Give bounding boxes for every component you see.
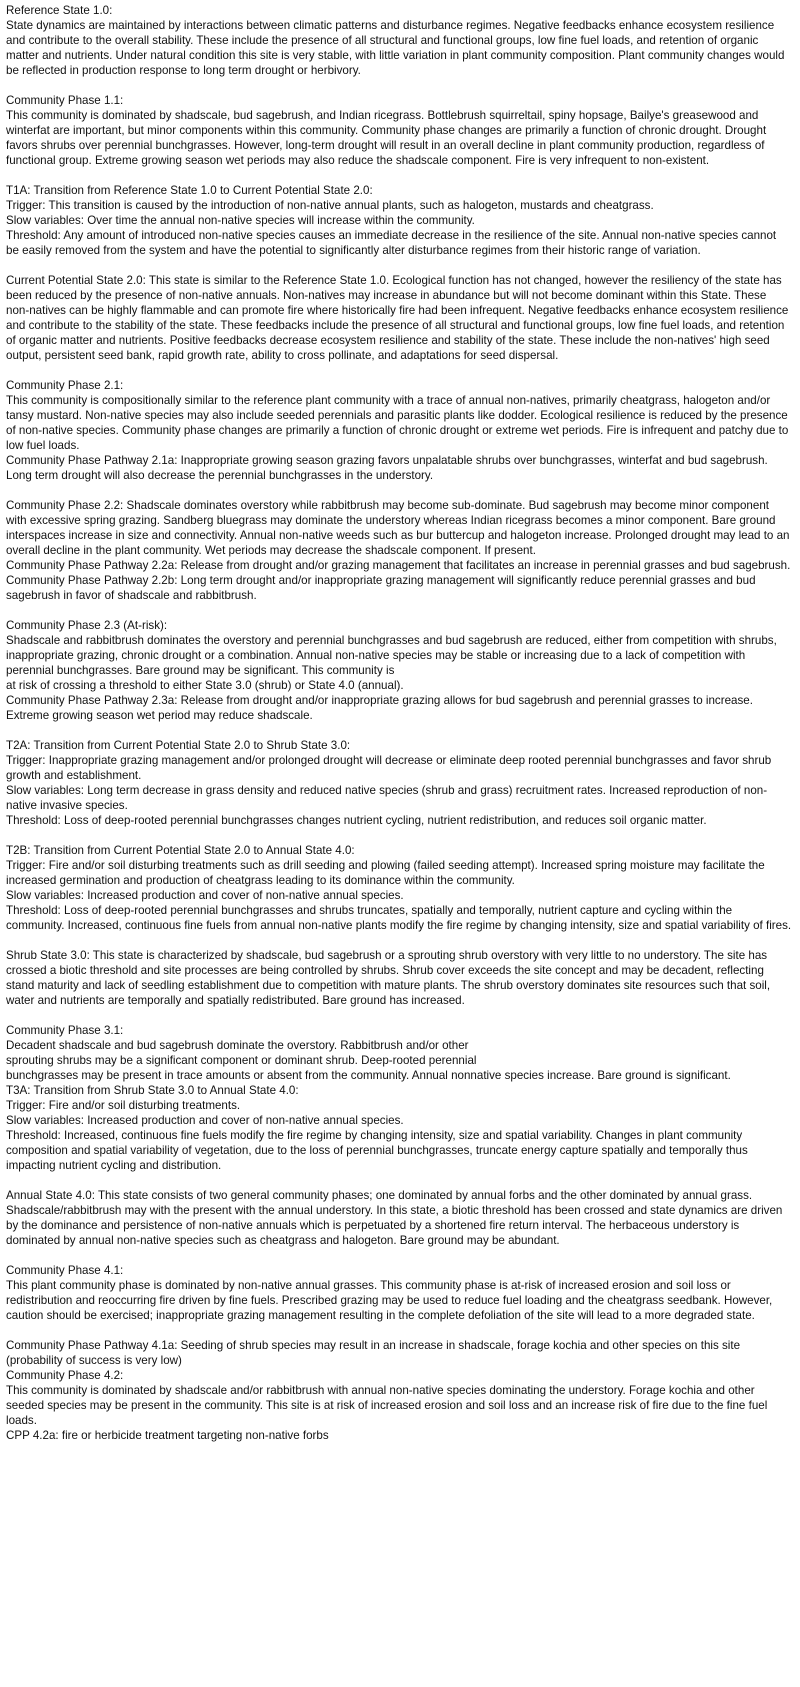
section-heading-line: Community Phase 2.3 (At-risk):	[6, 619, 168, 632]
paragraph-line: This community is compositionally similar to the reference plant community with a trace of annual non-natives, primarily cheatgrass, halogeton and/or tansy mustard. Non-native species may also include seeded perennials and parasitic plants like dodder. Ecological resilience is reduced by the presence of non-native species. Community phase changes are primarily a function of chronic drought or extreme wet periods. Fire is infrequent and patchy due to low fuel loads.	[6, 394, 789, 452]
paragraph-line: T3A: Transition from Shrub State 3.0 to Annual State 4.0:	[6, 1084, 299, 1097]
paragraph-line: Community Phase Pathway 2.3a: Release from drought and/or inappropriate grazing allows for bud sagebrush and perennial grasses to increase. Extreme growing season wet period may reduce shadscale.	[6, 694, 753, 722]
paragraph-line: Community Phase Pathway 2.1a: Inappropriate growing season grazing favors unpalatable shrubs over bunchgrasses, winterfat and bud sagebrush. Long term drought will also decrease the perennial bunchgrasses in the understory.	[6, 454, 768, 482]
section-heading-line: Community Phase Pathway 4.1a: Seeding of shrub species may result in an increase in shadscale, forage kochia and other species on this site (probability of success is very low)	[6, 1339, 741, 1367]
document-section	[6, 378, 792, 483]
section-heading-line: Community Phase 2.1:	[6, 379, 124, 392]
document-section	[6, 618, 792, 723]
paragraph-line: Trigger: This transition is caused by the introduction of non-native annual plants, such as halogeton, mustards and cheatgrass.	[6, 199, 654, 212]
paragraph-line: Trigger: Fire and/or soil disturbing treatments such as drill seeding and plowing (failed seeding attempt). Increased spring moisture may facilitate the increased germination and production of cheatgrass leading to its dominance within the community.	[6, 859, 765, 887]
document-section	[6, 1263, 792, 1323]
document-section	[6, 738, 792, 828]
paragraph-line: Trigger: Inappropriate grazing management and/or prolonged drought will decrease or eliminate deep rooted perennial bunchgrasses and favor shrub growth and establishment.	[6, 754, 772, 782]
document-section	[6, 183, 792, 258]
paragraph-line: Slow variables: Increased production and cover of non-native annual species.	[6, 1114, 404, 1127]
section-heading-line: T2B: Transition from Current Potential State 2.0 to Annual State 4.0:	[6, 844, 355, 857]
paragraph-line: Shadscale and rabbitbrush dominates the overstory and perennial bunchgrasses and bud sagebrush are reduced, either from competition with shrubs, inappropriate grazing, chronic drought or a combination. Annual non-native species may be stable or increasing due to a lack of competition with perennial bunchgrasses. Bare ground may be significant. This community is	[6, 634, 777, 677]
document-section	[6, 93, 792, 168]
paragraph-line: sprouting shrubs may be a significant component or dominant shrub. Deep-rooted perennial	[6, 1054, 477, 1067]
paragraph-line: Community Phase 4.2:	[6, 1369, 124, 1382]
document-section	[6, 843, 792, 933]
paragraph-line: Decadent shadscale and bud sagebrush dominate the overstory. Rabbitbrush and/or other	[6, 1039, 469, 1052]
section-heading-line: Community Phase 1.1:	[6, 94, 124, 107]
paragraph-line: Community Phase Pathway 2.2b: Long term drought and/or inappropriate grazing management will significantly reduce perennial grasses and bud sagebrush in favor of shadscale and rabbitbrush.	[6, 574, 756, 602]
section-heading-line: Shrub State 3.0: This state is characterized by shadscale, bud sagebrush or a sprouting shrub overstory with very little to no understory. The site has crossed a biotic threshold and site processes are being controlled by shrubs. Shrub cover exceeds the site concept and may be decadent, reflecting stand maturity and lack of seedling establishment due to competition with mature plants. The shrub overstory dominates site resources such that soil, water and nutrients are temporally and spatially redistributed. Bare ground has increased.	[6, 949, 771, 1007]
section-heading-line: Community Phase 3.1:	[6, 1024, 124, 1037]
paragraph-line: This plant community phase is dominated by non-native annual grasses. This community phase is at-risk of increased erosion and soil loss or redistribution and reoccurring fire driven by fine fuels. Prescribed grazing may be used to reduce fuel loading and the cheatgrass seedbank. However, caution should be exercised; inappropriate grazing management resulting in the complete defoliation of the site will lead to a more degraded state.	[6, 1279, 773, 1322]
paragraph-line: Trigger: Fire and/or soil disturbing treatments.	[6, 1099, 241, 1112]
paragraph-line: This community is dominated by shadscale and/or rabbitbrush with annual non-native species dominating the understory. Forage kochia and other seeded species may be present in the community. This site is at risk of increased erosion and soil loss and an increase risk of fire due to the fine fuel loads.	[6, 1384, 768, 1427]
document-section	[6, 498, 792, 603]
section-heading-line: Community Phase 2.2: Shadscale dominates overstory while rabbitbrush may become sub-dominate. Bud sagebrush may become minor component with excessive spring grazing. Sandberg bluegrass may dominate the understory whereas Indian ricegrass becomes a minor component. Bare ground interspaces increase in size and connectivity. Annual non-native weeds such as bur buttercup and halogeton increase. Prolonged drought may lead to an overall decline in the plant community. Wet periods may decrease the shadscale component. If present.	[6, 499, 790, 557]
paragraph-line: Community Phase Pathway 2.2a: Release from drought and/or grazing management that facilitates an increase in perennial grasses and bud sagebrush.	[6, 559, 791, 572]
paragraph-line: Threshold: Loss of deep-rooted perennial bunchgrasses changes nutrient cycling, nutrient redistribution, and reduces soil organic matter.	[6, 814, 707, 827]
section-heading-line: T1A: Transition from Reference State 1.0 to Current Potential State 2.0:	[6, 184, 373, 197]
paragraph-line: at risk of crossing a threshold to either State 3.0 (shrub) or State 4.0 (annual).	[6, 679, 404, 692]
document-section	[6, 1338, 792, 1443]
paragraph-line: Threshold: Increased, continuous fine fuels modify the fire regime by changing intensity, size and spatial variability. Changes in plant community composition and spatial variability of vegetation, due to the loss of perennial bunchgrasses, truncate energy capture spatially and temporally thus impacting nutrient cycling and distribution.	[6, 1129, 748, 1172]
paragraph-line: Slow variables: Long term decrease in grass density and reduced native species (shrub and grass) recruitment rates. Increased reproduction of non-native invasive species.	[6, 784, 768, 812]
paragraph-line: bunchgrasses may be present in trace amounts or absent from the community. Annual nonnative species increase. Bare ground is significant.	[6, 1069, 731, 1082]
paragraph-line: CPP 4.2a: fire or herbicide treatment targeting non-native forbs	[6, 1429, 329, 1442]
section-heading-line: Annual State 4.0: This state consists of two general community phases; one dominated by annual forbs and the other dominated by annual grass. Shadscale/rabbitbrush may with the present with the annual understory. In this state, a biotic threshold has been crossed and state dynamics are driven by the dominance and persistence of non-native annuals which is perpetuated by a shortened fire return interval. The herbaceous understory is dominated by annual non-native species such as cheatgrass and halogeton. Bare ground may be abundant.	[6, 1189, 783, 1247]
document-section	[6, 273, 792, 363]
paragraph-line: Slow variables: Increased production and cover of non-native annual species.	[6, 889, 404, 902]
paragraph-line: Slow variables: Over time the annual non-native species will increase within the community.	[6, 214, 475, 227]
section-heading-line: T2A: Transition from Current Potential State 2.0 to Shrub State 3.0:	[6, 739, 351, 752]
document-section	[6, 3, 792, 78]
section-heading-line: Community Phase 4.1:	[6, 1264, 124, 1277]
paragraph-line: State dynamics are maintained by interactions between climatic patterns and disturbance regimes. Negative feedbacks enhance ecosystem resilience and contribute to the overall stability. These include the presence of all structural and functional groups, low fine fuel loads, and retention of organic matter and nutrients. Under natural condition this site is very stable, with little variation in plant community composition. Plant community changes would be reflected in production response to long term drought or herbivory.	[6, 19, 785, 77]
paragraph-line: This community is dominated by shadscale, bud sagebrush, and Indian ricegrass. Bottlebrush squirreltail, spiny hopsage, Bailye's greasewood and winterfat are important, but minor components within this community. Community phase changes are primarily a function of chronic drought. Drought favors shrubs over perennial bunchgrasses. However, long-term drought will result in an overall decline in plant community production, regardless of functional group. Extreme growing season wet periods may also reduce the shadscale component. Fire is very infrequent to non-existent.	[6, 109, 767, 167]
section-heading-line: Current Potential State 2.0: This state is similar to the Reference State 1.0. Ecological function has not changed, however the resiliency of the state has been reduced by the presence of non-native annuals. Non-natives may increase in abundance but will not become dominant within this State. These non-natives can be highly flammable and can promote fire where historically fire had been infrequent. Negative feedbacks enhance ecosystem resilience and contribute to the stability of the state. These feedbacks include the presence of all structural and functional groups, low fine fuel loads, and retention of organic matter and nutrients. Positive feedbacks decrease ecosystem resilience and stability of the state. These include the non-natives' high seed output, persistent seed bank, rapid growth rate, ability to cross pollinate, and adaptations for seed dispersal.	[6, 274, 789, 362]
paragraph-line: Threshold: Any amount of introduced non-native species causes an immediate decrease in the resilience of the site. Annual non-native species cannot be easily removed from the system and have the potential to significantly alter disturbance regimes from their historic range of variation.	[6, 229, 777, 257]
document-section	[6, 948, 792, 1008]
document-section	[6, 1188, 792, 1248]
paragraph-line: Threshold: Loss of deep-rooted perennial bunchgrasses and shrubs truncates, spatially and temporally, nutrient capture and cycling within the community. Increased, continuous fine fuels from annual non-native plants modify the fire regime by changing intensity, size and spatial variability of fires.	[6, 904, 792, 932]
document-section	[6, 1023, 792, 1173]
section-heading-line: Reference State 1.0:	[6, 4, 113, 17]
